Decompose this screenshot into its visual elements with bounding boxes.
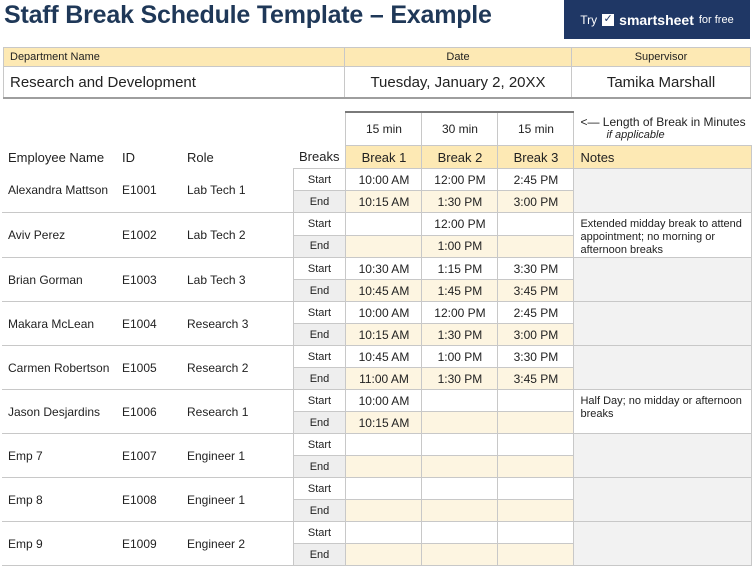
- employee-id[interactable]: E1004: [116, 302, 181, 346]
- break-start-time[interactable]: 1:00 PM: [422, 346, 498, 368]
- employee-row: [2, 434, 752, 456]
- employee-role[interactable]: Research 1: [181, 390, 293, 434]
- employee-role[interactable]: Engineer 1: [181, 478, 293, 522]
- col-notes: Notes: [574, 146, 752, 169]
- col-break2: Break 2: [422, 146, 498, 169]
- employee-row: [2, 258, 752, 280]
- employee-id[interactable]: E1007: [116, 434, 181, 478]
- break-start-time[interactable]: [422, 522, 498, 544]
- notes-cell[interactable]: Extended midday break to attend appointment; no morning or afternoon breaks: [574, 213, 752, 258]
- header-info-table: [3, 47, 751, 98]
- end-label: End: [293, 456, 346, 478]
- break-start-time[interactable]: [346, 478, 422, 500]
- break-end-time[interactable]: 1:00 PM: [422, 235, 498, 258]
- break-start-time[interactable]: 1:15 PM: [422, 258, 498, 280]
- employee-name[interactable]: Emp 8: [2, 478, 116, 522]
- duration-legend: [574, 112, 752, 146]
- break-start-time[interactable]: 3:30 PM: [498, 346, 574, 368]
- promo-try-text: Try: [580, 12, 598, 27]
- break-start-time[interactable]: [422, 434, 498, 456]
- employee-row: [2, 522, 752, 544]
- break-end-time[interactable]: [346, 456, 422, 478]
- break-start-time[interactable]: [422, 478, 498, 500]
- employee-id[interactable]: E1006: [116, 390, 181, 434]
- start-label: Start: [293, 478, 346, 500]
- break-end-time[interactable]: [346, 235, 422, 258]
- employee-role[interactable]: Lab Tech 2: [181, 213, 293, 258]
- break-end-time[interactable]: 10:15 AM: [346, 412, 422, 434]
- employee-id[interactable]: E1005: [116, 346, 181, 390]
- break-start-time[interactable]: [346, 434, 422, 456]
- start-label: Start: [293, 346, 346, 368]
- break-end-time[interactable]: 3:45 PM: [498, 280, 574, 302]
- break3-duration[interactable]: 15 min: [498, 112, 574, 146]
- break-end-time[interactable]: 3:45 PM: [498, 368, 574, 390]
- start-label: Start: [293, 522, 346, 544]
- break-end-time[interactable]: [498, 456, 574, 478]
- legend-text: <— Length of Break in Minutes: [580, 114, 746, 129]
- break2-duration[interactable]: 30 min: [422, 112, 498, 146]
- employee-row: [2, 169, 752, 191]
- employee-id[interactable]: E1009: [116, 522, 181, 566]
- end-label: End: [293, 324, 346, 346]
- end-label: End: [293, 544, 346, 566]
- break-end-time[interactable]: 1:30 PM: [422, 191, 498, 213]
- end-label: End: [293, 191, 346, 213]
- start-label: Start: [293, 390, 346, 412]
- break-end-time[interactable]: [498, 235, 574, 258]
- break-start-time[interactable]: [498, 522, 574, 544]
- employee-role[interactable]: Research 3: [181, 302, 293, 346]
- col-breaks: Breaks: [299, 149, 340, 165]
- break-end-time[interactable]: 1:30 PM: [422, 368, 498, 390]
- break-end-time[interactable]: 3:00 PM: [498, 191, 574, 213]
- break-start-time[interactable]: 10:00 AM: [346, 169, 422, 191]
- break-start-time[interactable]: 2:45 PM: [498, 302, 574, 324]
- break-end-time[interactable]: 1:45 PM: [422, 280, 498, 302]
- start-label: Start: [293, 213, 346, 236]
- break-end-time[interactable]: 11:00 AM: [346, 368, 422, 390]
- start-label: Start: [293, 302, 346, 324]
- break-end-time[interactable]: 1:30 PM: [422, 324, 498, 346]
- col-id: ID: [122, 149, 135, 165]
- date-label: Date: [345, 48, 572, 67]
- smartsheet-promo-button[interactable]: [564, 0, 750, 39]
- break-start-time[interactable]: 10:00 AM: [346, 390, 422, 412]
- break-end-time[interactable]: 10:15 AM: [346, 191, 422, 213]
- break-schedule-table: [2, 111, 752, 566]
- break-start-time[interactable]: 10:30 AM: [346, 258, 422, 280]
- employee-row: [2, 213, 752, 236]
- break-start-time[interactable]: [346, 213, 422, 236]
- notes-cell[interactable]: [574, 302, 752, 346]
- break-start-time[interactable]: 12:00 PM: [422, 302, 498, 324]
- break-start-time[interactable]: [498, 213, 574, 236]
- employee-row: [2, 302, 752, 324]
- date-value[interactable]: Tuesday, January 2, 20XX: [345, 67, 572, 98]
- break-end-time[interactable]: [498, 500, 574, 522]
- page-title: Staff Break Schedule Template – Example: [4, 1, 492, 29]
- notes-cell[interactable]: [574, 434, 752, 478]
- start-label: Start: [293, 258, 346, 280]
- employee-name[interactable]: Carmen Robertson: [2, 346, 116, 390]
- employee-row: [2, 478, 752, 500]
- break-end-time[interactable]: [422, 456, 498, 478]
- employee-name[interactable]: Jason Desjardins: [2, 390, 116, 434]
- employee-row: [2, 346, 752, 368]
- employee-id[interactable]: E1001: [116, 169, 181, 213]
- start-label: Start: [293, 434, 346, 456]
- employee-id[interactable]: E1008: [116, 478, 181, 522]
- employee-row: [2, 390, 752, 412]
- employee-id[interactable]: E1003: [116, 258, 181, 302]
- header-divider: [3, 97, 751, 99]
- employee-role[interactable]: Lab Tech 1: [181, 169, 293, 213]
- employee-name[interactable]: Emp 7: [2, 434, 116, 478]
- break-start-time[interactable]: 2:45 PM: [498, 169, 574, 191]
- employee-role[interactable]: Research 2: [181, 346, 293, 390]
- break-start-time[interactable]: [498, 390, 574, 412]
- col-break1: Break 1: [346, 146, 422, 169]
- end-label: End: [293, 368, 346, 390]
- employee-name[interactable]: Makara McLean: [2, 302, 116, 346]
- break-start-time[interactable]: [346, 522, 422, 544]
- promo-brand-text: smartsheet: [619, 11, 694, 28]
- employee-name[interactable]: Emp 9: [2, 522, 116, 566]
- col-role: Role: [187, 149, 214, 165]
- break-end-time[interactable]: 3:00 PM: [498, 324, 574, 346]
- checkmark-icon: ✓: [603, 13, 613, 25]
- employee-role[interactable]: Lab Tech 3: [181, 258, 293, 302]
- end-label: End: [293, 235, 346, 258]
- break-start-time[interactable]: [498, 478, 574, 500]
- break-start-time[interactable]: [422, 390, 498, 412]
- end-label: End: [293, 280, 346, 302]
- department-label: Department Name: [4, 48, 345, 67]
- end-label: End: [293, 500, 346, 522]
- col-employee-name: Employee Name: [8, 149, 105, 165]
- employee-id[interactable]: E1002: [116, 213, 181, 258]
- notes-cell[interactable]: [574, 169, 752, 213]
- notes-cell[interactable]: [574, 258, 752, 302]
- notes-cell[interactable]: [574, 478, 752, 522]
- break-end-time[interactable]: [346, 500, 422, 522]
- break-start-time[interactable]: [498, 434, 574, 456]
- supervisor-value[interactable]: Tamika Marshall: [572, 67, 751, 98]
- employee-role[interactable]: Engineer 1: [181, 434, 293, 478]
- col-break3: Break 3: [498, 146, 574, 169]
- break-start-time[interactable]: 10:45 AM: [346, 346, 422, 368]
- notes-cell[interactable]: [574, 522, 752, 566]
- department-value[interactable]: Research and Development: [4, 67, 345, 98]
- break-end-time[interactable]: [498, 412, 574, 434]
- break-end-time[interactable]: 10:45 AM: [346, 280, 422, 302]
- break-end-time[interactable]: 10:15 AM: [346, 324, 422, 346]
- break-end-time[interactable]: [422, 500, 498, 522]
- legend-subtext: if applicable: [606, 128, 665, 141]
- employee-role[interactable]: Engineer 2: [181, 522, 293, 566]
- supervisor-label: Supervisor: [572, 48, 751, 67]
- employee-name[interactable]: Alexandra Mattson: [2, 169, 116, 213]
- employee-name[interactable]: Aviv Perez: [2, 213, 116, 258]
- break-start-time[interactable]: 12:00 PM: [422, 213, 498, 236]
- end-label: End: [293, 412, 346, 434]
- start-label: Start: [293, 169, 346, 191]
- break-start-time[interactable]: 12:00 PM: [422, 169, 498, 191]
- promo-suffix-text: for free: [698, 13, 734, 26]
- notes-cell[interactable]: [574, 346, 752, 390]
- break-start-time[interactable]: 10:00 AM: [346, 302, 422, 324]
- break-end-time[interactable]: [422, 412, 498, 434]
- notes-cell[interactable]: Half Day; no midday or afternoon breaks: [574, 390, 752, 434]
- break-start-time[interactable]: 3:30 PM: [498, 258, 574, 280]
- employee-name[interactable]: Brian Gorman: [2, 258, 116, 302]
- break1-duration[interactable]: 15 min: [346, 112, 422, 146]
